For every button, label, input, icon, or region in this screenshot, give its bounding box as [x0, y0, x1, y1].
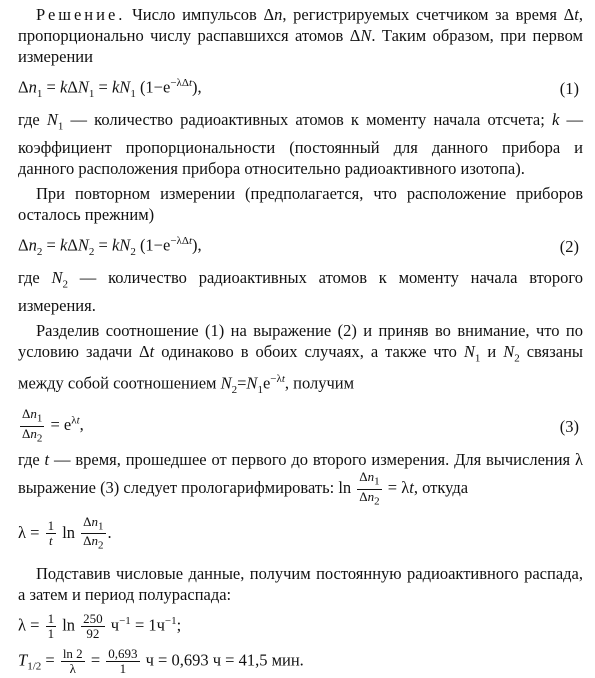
- equation-6: $T_{1/2}$ = $\frac{\ln 2}{\lambda}$ = $\frac{0,693}{1}$ ч = 0,693 ч = 41,5 мин.: [18, 646, 304, 677]
- paragraph-division: Разделив соотношение (1) на выражение (2) и приняв во внимание, что по условию задачи Δt одинаково в обоих случаях, а также что $N_1$ и $N_2$ связаны между собой соотношением $N_2=N_1e^{-\lambda t}$, получим: [18, 321, 583, 397]
- equation-5: λ = $\frac{1}{1}$ ln $\frac{250}{92}$ $ч^{-1} = 1ч^{-1}$;: [18, 611, 182, 642]
- equation-4: λ = $\frac{1}{t}$ ln $\frac{\Delta n_1}{\Delta n_2}$ .: [18, 513, 112, 552]
- equation-number: (2): [559, 237, 579, 257]
- paragraph-second-measurement: При повторном измерении (предполагается, что расположение приборов осталось прежним): [18, 184, 583, 225]
- equation-number: (3): [559, 416, 579, 436]
- equation-2: $\Delta n_2 = k\Delta N_2 = kN_2$ $(1-e^{-\lambda\Delta t})$, (2): [18, 231, 583, 263]
- paragraph-definitions-1: где $N_1$ — количество радиоактивных атомов к моменту начала отсчета; k — коэффициент пропорциональности (постоянный для данного прибора и данного расположения прибора относительно радиоактивного изотопа).: [18, 109, 583, 179]
- paragraph-definitions-2: где $N_2$ — количество радиоактивных атомов к моменту начала второго измерения.: [18, 267, 583, 316]
- equation-3: $\frac{\Delta n_1}{\Delta n_2}$ = $e^{\lambda t}$, (3): [18, 407, 583, 445]
- equation-1: $\Delta n_1 = k\Delta N_1 = kN_1$ $(1-e^{-\lambda\Delta t})$, (1): [18, 73, 583, 105]
- paragraph-logarithm: где t — время, прошедшее от первого до второго измерения. Для вычисления λ выражение (3) следует прологарифмировать: ln $\frac{\Delta n_1}{\Delta n_2}$ = λt, откуда: [18, 450, 583, 508]
- paragraph-intro: Решение. Число импульсов Δn, регистрируемых счетчиком за время Δt, пропорционально числу распавшихся атомов ΔN. Таким образом, при первом измерении: [18, 5, 583, 66]
- equation-number: (1): [559, 79, 579, 99]
- paragraph-substitution: Подставив числовые данные, получим постоянную радиоактивного распада, а затем и период полураспада:: [18, 563, 583, 604]
